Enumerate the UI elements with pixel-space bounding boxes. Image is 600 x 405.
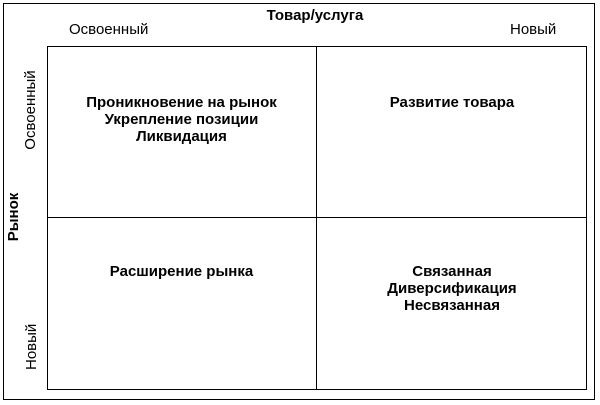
matrix-horizontal-divider: [47, 217, 587, 218]
column-label-new: Новый: [510, 21, 557, 38]
cell-line: Несвязанная: [404, 297, 500, 314]
cell-line: Проникновение на рынок: [86, 94, 277, 111]
cell-market-development: [47, 263, 316, 280]
column-axis-title: Товар/услуга: [266, 7, 364, 24]
cell-product-development: [317, 94, 587, 111]
cell-market-penetration: [47, 94, 316, 145]
cell-line: Укрепление позиции: [104, 111, 259, 128]
cell-line: Ликвидация: [136, 128, 227, 145]
row-label-new: Новый: [23, 323, 40, 370]
cell-diversification: [317, 263, 587, 314]
cell-line: Связанная: [412, 263, 492, 280]
row-axis-title: Рынок: [5, 192, 22, 242]
column-label-existing: Освоенный: [69, 21, 149, 38]
cell-line: Расширение рынка: [109, 263, 254, 280]
cell-line: Диверсификация: [387, 280, 517, 297]
cell-line: Развитие товара: [389, 94, 515, 111]
row-label-existing: Освоенный: [22, 70, 39, 150]
